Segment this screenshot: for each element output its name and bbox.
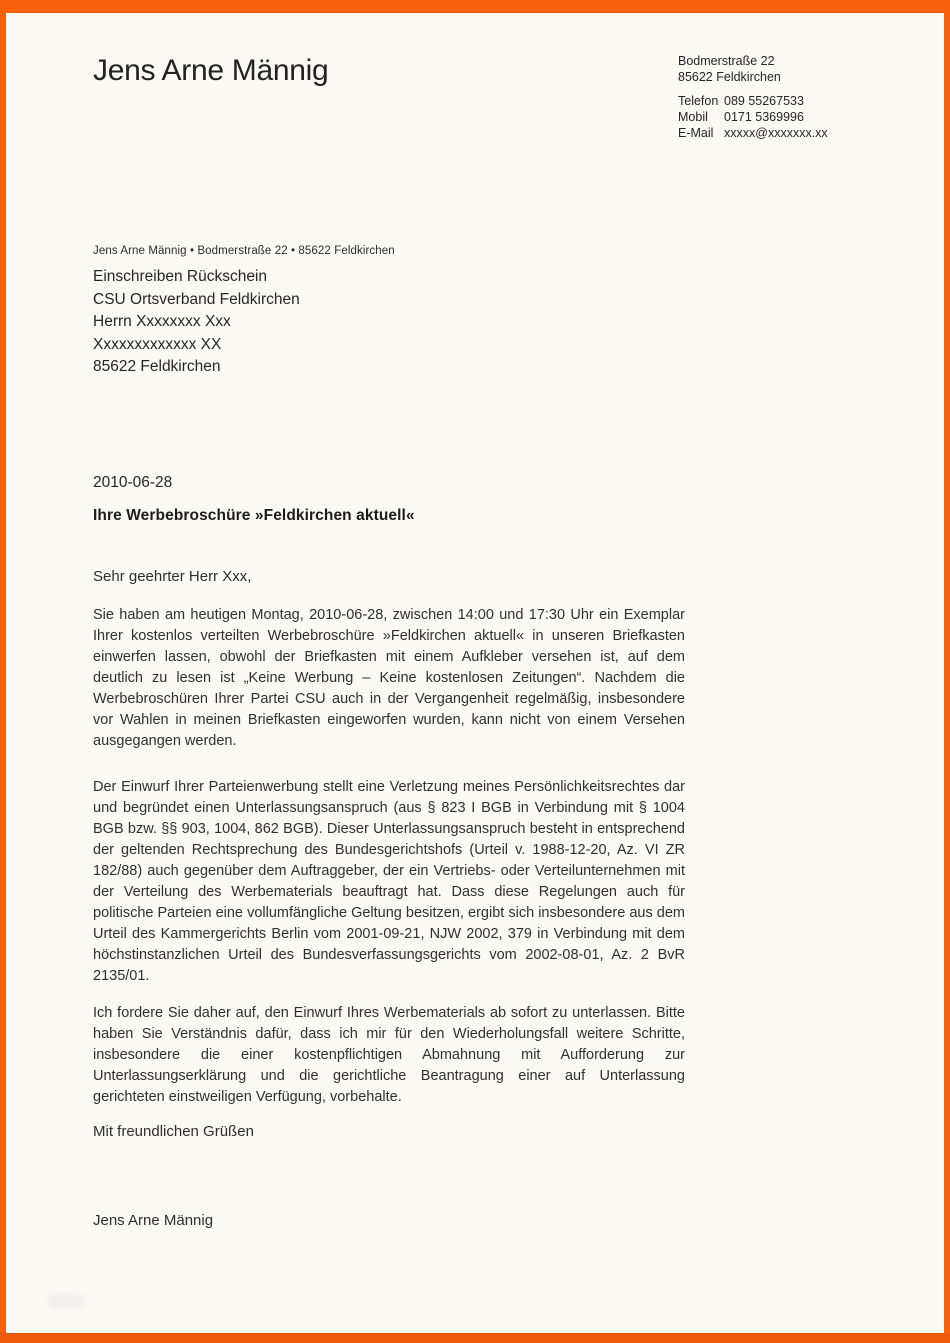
- recipient-line-city: 85622 Feldkirchen: [93, 358, 221, 376]
- letter-subject: Ihre Werbebroschüre »Feldkirchen aktuell«: [93, 507, 415, 524]
- recipient-address-block: [93, 266, 300, 379]
- letter-paragraph-2: Der Einwurf Ihrer Parteienwerbung stellt eine Verletzung meines Persönlichkeitsrechtes dar und begründet einen Unterlassungsanspruch (aus § 823 I BGB in Verbindung mit § 1004 BGB bzw. §§ 903, 1004, 862 BGB). Dieser Unterlassungsanspruch besteht in entsprechend der geltenden Rechtsprechung des Bundesgerichtshofs (Urteil v. 1988-12-20, Az. VI ZR 182/88) auch gegenüber dem Auftraggeber, der ein Vertriebs- oder Verteilunternehmen mit der Verteilung des Werbematerials beauftragt hat. Dass diese Regelungen auch für politische Parteien eine vollumfängliche Geltung besitzen, ergibt sich insbesondere aus dem Urteil des Kammergerichts Berlin vom 2001-09-21, NJW 2002, 379 in Verbindung mit dem höchstinstanzlichen Urteil des Bundesverfassungsgerichts vom 2002-08-01, Az. 2 BvR 2135/01.: [93, 779, 685, 984]
- recipient-line-delivery: Einschreiben Rückschein: [93, 268, 268, 285]
- telefon-label: Telefon: [678, 94, 719, 108]
- letterhead-sender-name: Jens Arne Männig: [93, 54, 329, 87]
- mobil-label: Mobil: [678, 110, 708, 124]
- mobil-value: 0171 5369996: [724, 110, 804, 124]
- page-frame-top: [0, 0, 950, 13]
- return-address-line: Jens Arne Männig • Bodmerstraße 22 • 85622 Feldkirchen: [93, 245, 395, 257]
- letter-date: 2010-06-28: [93, 474, 173, 491]
- page-frame-bottom: [0, 1333, 950, 1343]
- letterhead-contact-block: [678, 53, 828, 141]
- telefon-value: 089 55267533: [724, 94, 804, 108]
- contact-row-mobil: [678, 109, 828, 125]
- letter-closing: Mit freundlichen Grüßen: [93, 1123, 254, 1140]
- letter-salutation: Sehr geehrter Herr Xxx,: [93, 568, 252, 585]
- recipient-line-street: Xxxxxxxxxxxxx XX: [93, 335, 222, 353]
- page-frame-left: [0, 0, 6, 1343]
- contact-row-email: [678, 125, 828, 141]
- contact-gap: [678, 85, 828, 93]
- letter-paragraph-1: Sie haben am heutigen Montag, 2010-06-28, zwischen 14:00 und 17:30 Uhr ein Exemplar Ihrer kostenlos verteilten Werbebroschüre »Feldkirchen aktuell« in unseren Briefkasten einwerfen lassen, obwohl der Briefkasten mit einem Aufkleber versehen ist, auf dem deutlich zu lesen ist „Keine Werbung – Keine kostenlosen Zeitungen“. Nachdem die Werbebroschüren Ihrer Partei CSU auch in der Vergangenheit regelmäßig, insbesondere vor Wahlen in meinen Briefkasten eingeworfen wurden, kann nicht von einem Versehen ausgegangen werden.: [93, 607, 685, 749]
- contact-row-telefon: [678, 93, 828, 109]
- page-frame-right: [944, 0, 950, 1343]
- letterhead-street: Bodmerstraße 22: [678, 54, 775, 68]
- recipient-line-organisation: CSU Ortsverband Feldkirchen: [93, 290, 300, 308]
- recipient-line-person: Herrn Xxxxxxxx Xxx: [93, 313, 231, 331]
- letterhead-city: 85622 Feldkirchen: [678, 70, 781, 84]
- letter-signature-name: Jens Arne Männig: [93, 1212, 214, 1229]
- email-value: xxxxx@xxxxxxx.xx: [724, 126, 828, 140]
- letter-paragraph-3: Ich fordere Sie daher auf, den Einwurf Ihres Werbematerials ab sofort zu unterlassen. Bitte haben Sie Verständnis dafür, dass ich mir für den Wiederholungsfall weitere Schritte, insbesondere die einer kostenpflichtigen Abmahnung mit Aufforderung zur Unterlassungserklärung und die gerichtliche Beantragung einer auf Unterlassung gerichteten einstweiligen Verfügung, vorbehalte.: [93, 1005, 685, 1105]
- email-label: E-Mail: [678, 126, 714, 140]
- scan-artifact-smudge: [48, 1295, 84, 1307]
